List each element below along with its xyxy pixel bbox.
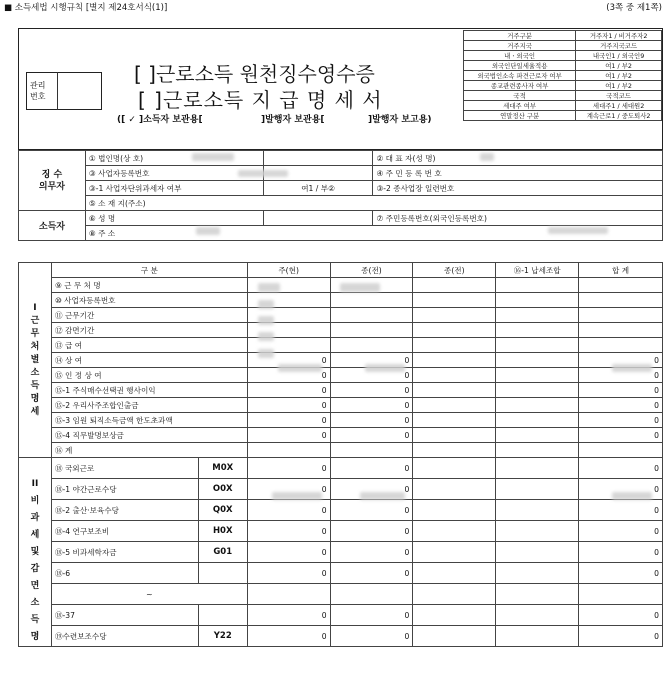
nontax-cell: 0 [247, 458, 330, 479]
redacted-salary-3 [365, 364, 405, 372]
income-cell [579, 308, 663, 323]
nontax-cell [413, 605, 496, 626]
resident-info-row [464, 91, 662, 101]
resident-info-label: 연말정산 구분 [464, 111, 576, 121]
nontax-cell [496, 584, 579, 605]
income-cell: 0 [330, 383, 413, 398]
income-row-label: ⑯ 계 [51, 443, 247, 458]
nontax-cell: 0 [247, 563, 330, 584]
nontax-cell [496, 542, 579, 563]
nontax-cell: 0 [579, 542, 663, 563]
nontax-cell [413, 500, 496, 521]
resident-info-options: 국적코드 [576, 91, 662, 101]
income-cell: 0 [579, 383, 663, 398]
redacted-period-2 [258, 332, 274, 341]
nontax-row-label: ⑱-37 [51, 605, 198, 626]
resident-info-row [464, 51, 662, 61]
income-table [18, 262, 663, 647]
nontax-cell: 0 [579, 479, 663, 500]
copy-type-earner: ([ ✓ ]소득자 보관용[ [117, 115, 203, 125]
nontax-cell: 0 [247, 542, 330, 563]
income-cell: 0 [247, 368, 330, 383]
resident-info-row [464, 101, 662, 111]
income-cell [579, 278, 663, 293]
table-row [19, 428, 663, 443]
nontax-row-label: ⑱ 국외근로 [51, 458, 198, 479]
income-cell [496, 293, 579, 308]
biz-no-label: ③ 사업자등록번호 [85, 166, 263, 181]
income-row-label: ⑮-4 직무발명보상금 [51, 428, 247, 443]
income-cell [330, 443, 413, 458]
table-row [19, 338, 663, 353]
nontax-row-label: ⑱-4 연구보조비 [51, 521, 198, 542]
income-cell [413, 383, 496, 398]
income-cell [413, 293, 496, 308]
income-cell: 0 [330, 368, 413, 383]
income-cell [496, 443, 579, 458]
table-row [19, 626, 663, 647]
income-row-label: ⑮ 인 정 상 여 [51, 368, 247, 383]
table-row [19, 308, 663, 323]
table-row [19, 383, 663, 398]
income-row-label: ⑬ 급 여 [51, 338, 247, 353]
nontax-cell: 0 [247, 521, 330, 542]
income-cell [496, 338, 579, 353]
table-row [19, 398, 663, 413]
income-col-header: 합 계 [579, 263, 663, 278]
nontax-row-label: ⑲수련보조수당 [51, 626, 198, 647]
resident-info-row [464, 41, 662, 51]
redacted-salary-2 [278, 364, 322, 372]
income-cell [496, 278, 579, 293]
payer-resident-no-label: ④ 주 민 등 록 번 호 [373, 166, 663, 181]
table-row [19, 353, 663, 368]
resident-info-label: 세대주 여부 [464, 101, 576, 111]
nontax-cell [496, 479, 579, 500]
income-cell [413, 338, 496, 353]
income-cell [330, 323, 413, 338]
income-cell: 0 [330, 428, 413, 443]
nontax-cell [496, 500, 579, 521]
redacted-biz-no-1 [258, 300, 274, 309]
table-row [19, 563, 663, 584]
section2-vertical-label: II 비 과 세 및 감 면 소 득 명 [19, 458, 52, 647]
nontax-cell [413, 521, 496, 542]
nontax-code: O0X [198, 479, 247, 500]
nontax-cell: 0 [579, 521, 663, 542]
income-row-label: ⑮-1 주식매수선택권 행사이익 [51, 383, 247, 398]
nontax-code: Q0X [198, 500, 247, 521]
income-cell: 0 [330, 413, 413, 428]
redacted-total-2 [360, 492, 405, 500]
form-title-statement: [ ]근로소득 지 급 명 세 서 [138, 88, 383, 112]
nontax-code: H0X [198, 521, 247, 542]
nontax-cell [496, 626, 579, 647]
nontax-cell: 0 [579, 500, 663, 521]
income-cell [330, 308, 413, 323]
table-row [19, 605, 663, 626]
payer-address-label: ⑤ 소 재 지(주소) [85, 196, 662, 211]
table-row [19, 293, 663, 308]
income-cell: 0 [579, 398, 663, 413]
income-row-label: ⑮-2 우리사주조합인출금 [51, 398, 247, 413]
regulation-caption: ■ 소득세법 시행규칙 [별지 제24호서식(1)] [4, 3, 168, 13]
income-cell [330, 338, 413, 353]
income-cell [579, 293, 663, 308]
resident-info-options: 내국인1 / 외국인9 [576, 51, 662, 61]
resident-info-label: 외국인단일세율적용 [464, 61, 576, 71]
rep-name-label: ② 대 표 자(성 명) [373, 151, 663, 166]
nontax-cell [413, 542, 496, 563]
table-row [19, 584, 663, 605]
income-cell [413, 368, 496, 383]
resident-info-label: 국적 [464, 91, 576, 101]
income-row-label: ⑨ 근 무 처 명 [51, 278, 247, 293]
copy-type-issuer-report: ]발행자 보고용) [368, 115, 432, 125]
resident-info-options: 여1 / 부2 [576, 81, 662, 91]
resident-info-label: 내ㆍ외국인 [464, 51, 576, 61]
income-cell: 0 [330, 353, 413, 368]
resident-info-row [464, 61, 662, 71]
income-col-header: 주(현) [247, 263, 330, 278]
redacted-earner-name [196, 227, 220, 235]
nontax-cell: 0 [579, 458, 663, 479]
income-cell [496, 428, 579, 443]
resident-info-table [463, 30, 662, 121]
income-col-header: 구 분 [51, 263, 247, 278]
income-cell [413, 323, 496, 338]
nontax-row-label: ⑱-6 [51, 563, 198, 584]
unit-tax-label: ③-1 사업자단위과세자 여부 [85, 181, 263, 196]
income-cell: 0 [247, 428, 330, 443]
resident-info-options: 여1 / 부2 [576, 61, 662, 71]
nontax-cell [496, 563, 579, 584]
unit-tax-option: 여1 / 부② [263, 181, 373, 196]
nontax-cell [330, 584, 413, 605]
nontax-cell [247, 584, 330, 605]
redacted-biz-no [238, 170, 288, 177]
income-cell: 0 [247, 413, 330, 428]
table-row [19, 458, 663, 479]
income-col-header: 종(전) [413, 263, 496, 278]
nontax-cell: 0 [330, 563, 413, 584]
nontax-cell: 0 [330, 479, 413, 500]
copy-type-issuer-keep: ]발행자 보관용[ [261, 115, 325, 125]
nontax-cell [413, 584, 496, 605]
form-title-receipt: [ ]근로소득 원천징수영수증 [134, 62, 375, 86]
earner-section-label: 소득자 [19, 211, 86, 241]
section1-vertical-label: I 근 무 처 별 소 득 명 세 [19, 263, 52, 458]
nontax-cell: 0 [247, 626, 330, 647]
income-cell [413, 443, 496, 458]
corp-name-label: ① 법인명(상 호) [85, 151, 263, 166]
nontax-cell [413, 563, 496, 584]
nontax-cell [496, 521, 579, 542]
income-cell: 0 [330, 398, 413, 413]
resident-info-options: 거주지국코드 [576, 41, 662, 51]
nontax-cell: 0 [579, 626, 663, 647]
redacted-workplace-2 [340, 283, 380, 292]
income-cell: 0 [247, 383, 330, 398]
income-cell [496, 398, 579, 413]
income-cell [413, 278, 496, 293]
income-row-label: ⑫ 감면기간 [51, 323, 247, 338]
resident-info-label: 거주구분 [464, 31, 576, 41]
income-cell [330, 293, 413, 308]
income-row-label: ⑪ 근무기간 [51, 308, 247, 323]
table-row [19, 500, 663, 521]
income-cell [579, 443, 663, 458]
nontax-cell [579, 584, 663, 605]
nontax-cell: 0 [330, 458, 413, 479]
income-cell: 0 [579, 368, 663, 383]
income-cell: 0 [579, 428, 663, 443]
table-row [19, 413, 663, 428]
income-cell [496, 383, 579, 398]
income-cell [496, 353, 579, 368]
nontax-cell: 0 [579, 605, 663, 626]
earner-resident-no-label: ⑦ 주민등록번호(외국인등록번호) [373, 211, 663, 226]
income-cell [496, 323, 579, 338]
resident-info-row [464, 71, 662, 81]
table-row [19, 368, 663, 383]
table-row [19, 479, 663, 500]
redacted-salary-total [612, 364, 652, 372]
redacted-salary-1 [258, 349, 274, 358]
branch-no-label: ③-2 종사업장 일련번호 [373, 181, 663, 196]
table-row [19, 443, 663, 458]
income-cell [413, 308, 496, 323]
income-header-row [19, 263, 663, 278]
earner-name-label: ⑥ 성 명 [85, 211, 263, 226]
income-cell [579, 323, 663, 338]
nontax-code [198, 563, 247, 584]
nontax-cell [413, 626, 496, 647]
nontax-code: M0X [198, 458, 247, 479]
redacted-earner-resident-no [548, 227, 608, 234]
income-cell [413, 398, 496, 413]
nontax-code [198, 605, 247, 626]
nontax-cell [413, 458, 496, 479]
redacted-corp-name [192, 153, 234, 161]
page-indicator: (3쪽 중 제1쪽) [606, 3, 662, 13]
nontax-cell: 0 [330, 626, 413, 647]
income-cell [247, 443, 330, 458]
resident-info-options: 세대주1 / 세대원2 [576, 101, 662, 111]
income-cell [579, 338, 663, 353]
nontax-cell: 0 [247, 500, 330, 521]
redacted-period-1 [258, 316, 274, 325]
payer-section-label: 징 수 의무자 [19, 151, 86, 211]
income-cell [496, 368, 579, 383]
nontax-code: Y22 [198, 626, 247, 647]
nontax-cell: 0 [330, 521, 413, 542]
resident-info-row [464, 81, 662, 91]
income-cell [496, 413, 579, 428]
redacted-total-3 [612, 492, 652, 500]
nontax-code: G01 [198, 542, 247, 563]
resident-info-row [464, 111, 662, 121]
income-cell: 0 [579, 413, 663, 428]
redacted-total-1 [272, 492, 322, 500]
income-cell: 0 [247, 353, 330, 368]
nontax-row-label: ⑱-1 야간근로수당 [51, 479, 198, 500]
table-row [19, 323, 663, 338]
redacted-workplace-1 [258, 283, 280, 292]
nontax-cell [496, 605, 579, 626]
nontax-cell: 0 [330, 605, 413, 626]
income-cell: 0 [579, 353, 663, 368]
table-row [19, 521, 663, 542]
income-cell [413, 353, 496, 368]
nontax-cell [413, 479, 496, 500]
nontax-cell: 0 [330, 542, 413, 563]
income-cell: 0 [247, 398, 330, 413]
resident-info-options: 거주자1 / 비거주자2 [576, 31, 662, 41]
nontax-cell [496, 458, 579, 479]
redacted-rep-name [480, 153, 494, 161]
resident-info-label: 거주지국 [464, 41, 576, 51]
income-cell [413, 413, 496, 428]
income-row-label: ⑮-3 임원 퇴직소득금액 한도초과액 [51, 413, 247, 428]
income-cell [413, 428, 496, 443]
resident-info-row [464, 31, 662, 41]
mgmt-number-label: 관리 번호 [30, 81, 46, 101]
nontax-row-label: ⑱-5 비과세학자금 [51, 542, 198, 563]
income-col-header: ⑯-1 납세조합 [496, 263, 579, 278]
resident-info-label: 외국법인소속 파견근로자 여부 [464, 71, 576, 81]
nontax-cell: 0 [247, 605, 330, 626]
income-row-label: ⑩ 사업자등록번호 [51, 293, 247, 308]
earner-address-label: ⑧ 주 소 [85, 226, 662, 241]
income-cell [496, 308, 579, 323]
nontax-cell: 0 [579, 563, 663, 584]
table-row [19, 542, 663, 563]
nontax-cell: 0 [330, 500, 413, 521]
nontax-row-label: ⑱-2 출산·보육수당 [51, 500, 198, 521]
resident-info-options: 여1 / 부2 [576, 71, 662, 81]
resident-info-label: 종교관련종사자 여부 [464, 81, 576, 91]
income-row-label: ⑭ 상 여 [51, 353, 247, 368]
nontax-cell: 0 [247, 479, 330, 500]
resident-info-options: 계속근로1 / 중도퇴사2 [576, 111, 662, 121]
income-col-header: 종(전) [330, 263, 413, 278]
nontax-row-label: ~ [51, 584, 247, 605]
